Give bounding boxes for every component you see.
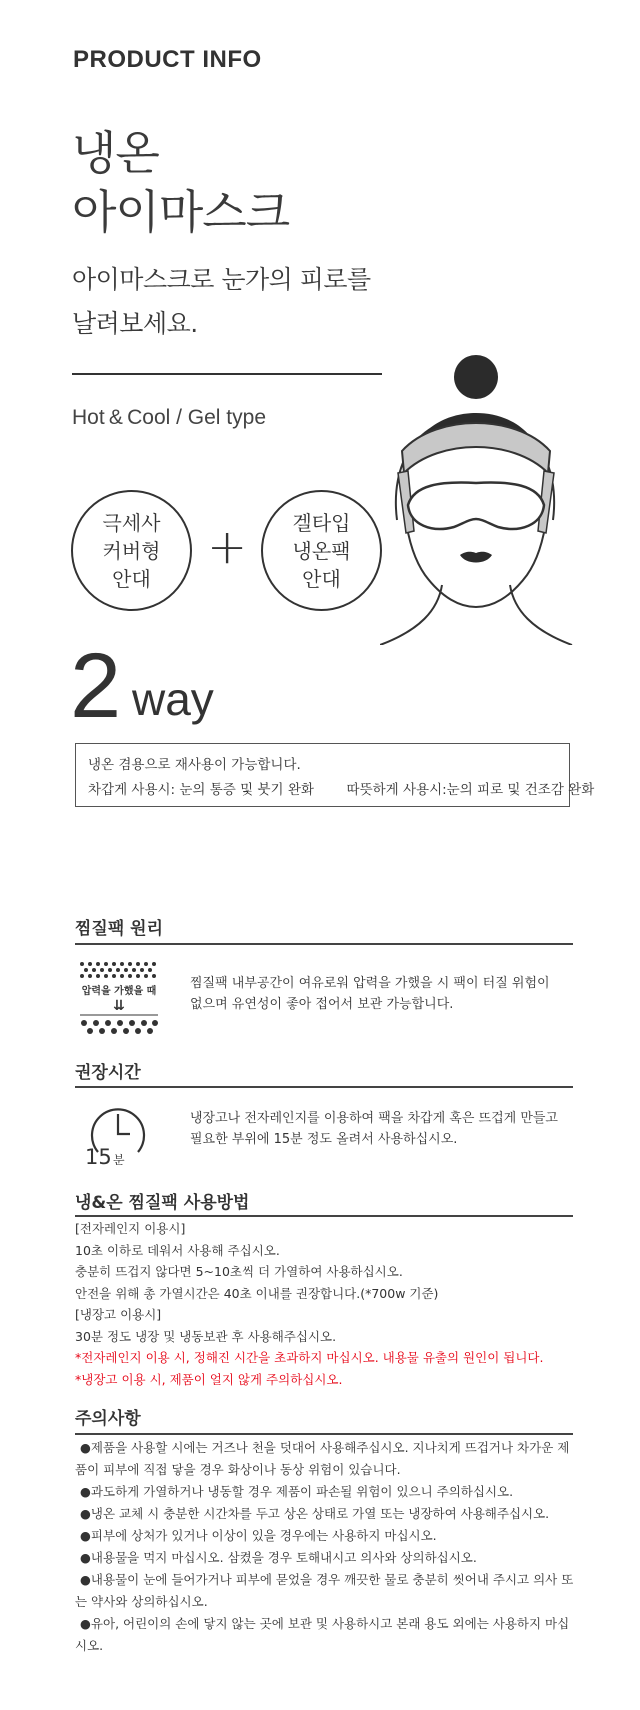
list-item: ●피부에 상처가 있거나 이상이 있을 경우에는 사용하지 마십시오. xyxy=(80,1528,437,1543)
type-label: Hot & Cool / Gel type xyxy=(72,406,266,429)
pressure-label: 압력을 가했을 때 xyxy=(81,986,157,997)
usage-line: 충분히 뜨겁지 않다면 5~10초씩 더 가열하여 사용하십시오. xyxy=(75,1264,403,1279)
clock-icon xyxy=(82,1102,152,1166)
gel-line: 냉온팩 xyxy=(292,538,351,563)
cautions-title: 주의사항 xyxy=(75,1409,141,1429)
clock-number: 15 xyxy=(85,1145,112,1166)
time-line: 냉장고나 전자레인지를 이용하여 팩을 차갑게 혹은 뜨겁게 만들고 xyxy=(190,1111,558,1126)
divider xyxy=(72,373,382,375)
usage-body xyxy=(75,1218,543,1390)
gel-line: 겔타입 xyxy=(292,510,351,535)
bullet-icon: ● xyxy=(80,1484,91,1499)
cold-label: 차갑게 사용시: xyxy=(88,782,176,798)
time-text xyxy=(190,1108,558,1150)
warm-label: 따뜻하게 사용시: xyxy=(346,782,447,798)
subtitle-line-1: 아이마스크로 눈가의 피로를 xyxy=(72,265,371,294)
cautions-list xyxy=(75,1437,575,1657)
list-item: ●내용물이 눈에 들어가거나 피부에 묻었을 경우 깨끗한 물로 충분히 씻어내 주시고 의사 또는 약사와 상의하십시오. xyxy=(75,1572,574,1609)
bullet-icon: ● xyxy=(80,1550,91,1565)
bullet-icon: ● xyxy=(80,1528,91,1543)
face-with-eye-mask-illustration xyxy=(380,355,580,645)
cover-line: 안대 xyxy=(112,566,151,591)
list-item: ●내용물을 먹지 마십시오. 삼켰을 경우 토해내시고 의사와 상의하십시오. xyxy=(80,1550,477,1565)
warning-line: *전자레인지 이용 시, 정해진 시간을 초과하지 마십시오. 내용물 유출의 원인이 됩니다. xyxy=(75,1350,544,1365)
principle-title: 찜질팩 원리 xyxy=(75,919,164,939)
list-item: ●제품을 사용할 시에는 거즈나 천을 덧대어 사용해주십시오. 지나치게 뜨겁거나 차가운 제품이 피부에 직접 닿을 경우 화상이나 동상 위험이 있습니다. xyxy=(75,1440,570,1477)
subtitle-line-2: 날려보세요. xyxy=(72,309,198,338)
down-arrows-icon: ⇊ xyxy=(113,998,125,1014)
warm-text: 눈의 피로 및 건조감 완화 xyxy=(446,782,595,798)
microwave-header: [전자레인지 이용시] xyxy=(75,1221,186,1236)
warning-line: *냉장고 이용 시, 제품이 얼지 않게 주의하십시오. xyxy=(75,1371,343,1387)
info-line-2 xyxy=(88,778,595,803)
bullet-icon: ● xyxy=(80,1616,91,1631)
clock-unit: 분 xyxy=(113,1153,125,1166)
principle-line: 찜질팩 내부공간이 여유로워 압력을 가했을 시 팩이 터질 위험이 xyxy=(190,976,550,991)
divider xyxy=(75,1086,573,1088)
bullet-icon: ● xyxy=(80,1440,91,1455)
gel-pack-circle xyxy=(261,490,382,611)
time-title: 권장시간 xyxy=(75,1063,141,1083)
plus-icon: + xyxy=(207,519,248,575)
product-title-line-2: 아이마스크 xyxy=(72,185,290,239)
list-item: ●냉온 교체 시 충분한 시간차를 두고 상온 상태로 가열 또는 냉장하여 사용해주십시오. xyxy=(80,1506,550,1521)
gel-line: 안대 xyxy=(302,566,341,591)
section-label: PRODUCT INFO xyxy=(73,46,262,73)
way-number: 2 xyxy=(70,635,122,737)
fridge-header: [냉장고 이용시] xyxy=(75,1307,162,1322)
principle-text xyxy=(190,973,550,1015)
bullet-icon: ● xyxy=(80,1506,91,1521)
time-line: 필요한 부위에 15분 정도 올려서 사용하십시오. xyxy=(190,1132,458,1147)
divider xyxy=(75,1433,573,1435)
bullet-icon: ● xyxy=(80,1572,91,1587)
cover-line: 극세사 xyxy=(102,510,161,535)
cold-text: 눈의 통증 및 붓기 완화 xyxy=(179,782,314,798)
pressure-pack-icon xyxy=(78,961,160,1037)
list-item: ●과도하게 가열하거나 냉동할 경우 제품이 파손될 위험이 있으니 주의하십시오. xyxy=(80,1484,514,1499)
cover-circle xyxy=(71,490,192,611)
principle-line: 없으며 유연성이 좋아 접어서 보관 가능합니다. xyxy=(190,997,454,1012)
product-title-line-1: 냉온 xyxy=(72,126,159,180)
cover-line: 커버형 xyxy=(102,538,161,563)
divider xyxy=(75,943,573,945)
usage-line: 10초 이하로 데워서 사용해 주십시오. xyxy=(75,1242,280,1258)
way-text: way xyxy=(132,673,214,725)
info-box xyxy=(75,743,595,807)
usage-line: 30분 정도 냉장 및 냉동보관 후 사용해주십시오. xyxy=(75,1328,337,1344)
divider xyxy=(75,1215,573,1217)
usage-title: 냉&온 찜질팩 사용방법 xyxy=(75,1193,250,1213)
list-item: ●유아, 어린이의 손에 닿지 않는 곳에 보관 및 사용하시고 본래 용도 외에는 사용하지 마십시오. xyxy=(75,1616,570,1653)
usage-line: 안전을 위해 총 가열시간은 40초 이내를 권장합니다.(*700w 기준) xyxy=(75,1285,439,1301)
info-line-1: 냉온 겸용으로 재사용이 가능합니다. xyxy=(88,757,301,773)
